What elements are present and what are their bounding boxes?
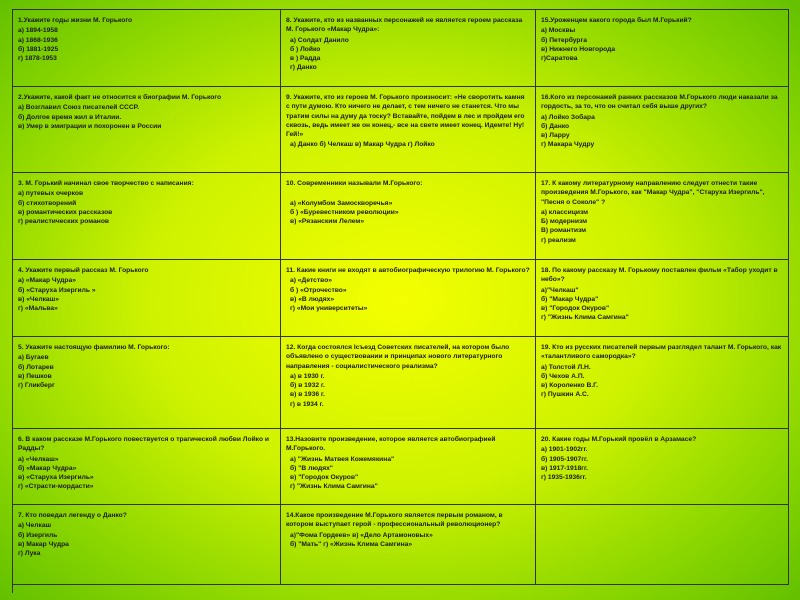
question-cell (536, 10, 789, 87)
answer-option: в) в 1936 г. (290, 391, 325, 399)
answer-option: в) Макар Чудра (18, 540, 69, 548)
answer-option: в) романтических рассказов (18, 208, 113, 216)
answer-option: б) «Макар Чудра» (18, 464, 77, 472)
question-cell (536, 337, 789, 429)
answer-option: в) Короленко В.Г. (541, 382, 598, 390)
answer-option: г) Макара Чудру (541, 141, 595, 149)
question-cell (13, 429, 281, 505)
answer-option: а) Солдат Данило (290, 36, 349, 44)
answer-option: а) Москвы (541, 27, 576, 35)
answer-option: г) Данко (290, 64, 317, 72)
question-text: 6. В каком рассказе М.Горького повествуется о трагической любви Лойко и Радды? (18, 436, 269, 453)
question-text: 11. Какие книги не входят в автобиографическую трилогию М. Горького? (286, 267, 530, 274)
answer-option: а) «Макар Чудра» (18, 277, 76, 285)
answer-option: б ) Лойко (290, 45, 321, 53)
answer-option: б) Петербурга (541, 36, 587, 44)
question-text: 8. Укажите, кто из названных персонажей не является героем рассказа М. Горького «Макар Чудра»: (286, 17, 523, 34)
question-cell (536, 429, 789, 505)
answer-option: г) в 1934 г. (290, 400, 324, 408)
answer-option: а) Бугаев (18, 354, 49, 362)
answer-option: б ) «Буревестником революции» (290, 208, 399, 216)
answer-option: б) Долгое время жил в Италии. (18, 113, 122, 121)
question-text: 9. Укажите, кто из героев М. Горького произносит: «Не своротить камня с пути думою. Кто ничего не делает, с тем ничего не станется. Что мы тратим силы на думу да тоску? Вставайте, пойдем в лес и пройдем его сквозь, ведь имеет же он конец,- все на свете имеет конец. Идемте! Ну! Гей!» (286, 94, 525, 139)
question-cell (13, 173, 281, 260)
answer-option: г) Гликберг (18, 382, 55, 390)
question-text: 19. Кто из русских писателей первым разглядел талант М. Горького, как «талантливого самородка»? (541, 344, 782, 361)
question-text: 13.Назовите произведение, которое является автобиографией М.Горького. (286, 436, 496, 453)
question-cell (13, 10, 281, 87)
answer-option: б) 1881-1925 (18, 45, 59, 53)
answer-option: в) «В людях» (290, 295, 335, 303)
answer-option: В) романтизм (541, 227, 587, 235)
question-cell (281, 260, 536, 337)
answer-option: б) стихотворений (18, 199, 77, 207)
answer-option: а) путевых очерков (18, 190, 84, 198)
question-cell (281, 87, 536, 173)
question-cell (536, 87, 789, 173)
answer-option: в ) Радда (290, 55, 321, 63)
answer-option: б) 1905-1907гг. (541, 455, 588, 463)
question-text: 17. К какому литературному направлению следует отнести такие произведения М.Горького, как "Макар Чудра", "Старуха Изергиль", "Песня о Соколе" ? (541, 180, 765, 206)
answer-option: б) Данко (541, 122, 570, 130)
answer-option: а) «Детство» (290, 277, 333, 285)
answer-option: б) "Макар Чудра" (541, 295, 599, 303)
answer-option: б ) «Отрочество» (290, 286, 347, 294)
answer-option: а) Толстой Л.Н. (541, 363, 591, 371)
question-text: 2.Укажите, какой факт не относится к биографии М. Горького (18, 94, 222, 101)
answer-option: г) «Мои университеты» (290, 305, 368, 313)
answer-option: г) реалистических романов (18, 218, 110, 226)
answer-option: а) классицизм (541, 208, 589, 216)
answer-option: Б) модернизм (541, 218, 588, 226)
question-cell (536, 173, 789, 260)
answer-option: б) в 1932 г. (290, 382, 325, 390)
answer-option: а) Данко б) Челкаш в) Макар Чудра г) Лойко (290, 141, 435, 149)
answer-option: г) Лука (18, 550, 41, 558)
question-cell (13, 87, 281, 173)
answer-option: а) 1901-1902гг. (541, 446, 588, 454)
answer-option: в) "Городок Окуров" (541, 305, 610, 313)
answer-option: г) "Жизнь Клима Самгина" (290, 483, 378, 491)
question-cell (281, 429, 536, 505)
answer-option: г) «Мальва» (18, 305, 58, 313)
answer-option: б) Лотарев (18, 363, 54, 371)
question-cell (13, 260, 281, 337)
question-text: 18. По какому рассказу М. Горькому поставлен фильм «Табор уходит в небо»? (541, 267, 778, 284)
question-text: 14.Какое произведение М.Горького является первым романом, в котором выступает герой - профессиональный революционер? (286, 512, 503, 529)
question-cell (13, 505, 281, 585)
answer-option: г) реализм (541, 236, 576, 244)
answer-option: б) Чехов А.П. (541, 372, 585, 380)
question-text: 15.Уроженцем какого города был М.Горький? (541, 17, 692, 24)
answer-option: а) в 1930 г. (290, 372, 325, 380)
question-text: 10. Современники называли М.Горького: (286, 180, 423, 187)
answer-option: а) 1868-1936 (18, 36, 58, 44)
answer-option: в) «Старуха Изергиль» (18, 474, 94, 482)
answer-option (286, 189, 530, 198)
answer-option: в) Умер в эмиграции и похоронен в России (18, 122, 162, 130)
answer-option: а) "Жизнь Матвея Кожемякина" (290, 455, 395, 463)
answer-option: а) Челкаш (18, 522, 52, 530)
question-cell (281, 505, 536, 585)
answer-option: а)"Челкаш" (541, 286, 579, 294)
question-text: 16.Кого из персонажей ранних рассказов М.Горького люди наказали за гордость, за то, что он считал себя выше других? (541, 94, 778, 111)
answer-option: а)"Фома Гордеев» в) «Дело Артамоновых» (290, 531, 433, 539)
answer-option: а) Возглавил Союз писателей СССР. (18, 104, 139, 112)
answer-option: в) Ларру (541, 132, 570, 140)
question-cell (13, 337, 281, 429)
question-text: 1.Укажите годы жизни М. Горького (18, 17, 133, 24)
answer-option: а) Лойко Зобара (541, 113, 595, 121)
question-cell (281, 10, 536, 87)
answer-option: а) 1894-1958 (18, 27, 58, 35)
answer-option: б) "Мать" г) «Жизнь Клима Самгина» (290, 540, 413, 548)
question-text: 20. Какие годы М.Горький провёл в Арзамасе? (541, 436, 697, 443)
answer-option: г) 1935-1936гг. (541, 474, 587, 482)
answer-option: в) «Челкаш» (18, 295, 59, 303)
answer-option: б) "В людях" (290, 464, 333, 472)
answer-option: в) Нижнего Новгорода (541, 45, 616, 53)
question-cell (536, 505, 789, 585)
question-text: 5. Укажите настоящую фамилию М. Горького: (18, 344, 170, 351)
answer-option: б) Изергиль (18, 531, 58, 539)
answer-option: г) Пушкин А.С. (541, 391, 589, 399)
answer-option: г) 1878-1953 (18, 55, 57, 63)
answer-option: г) «Страсти-мордасти» (18, 483, 94, 491)
question-text: 4. Укажите первый рассказ М. Горького (18, 267, 149, 274)
question-cell (281, 337, 536, 429)
answer-option: в) 1917-1918гг. (541, 464, 588, 472)
question-text: 7. Кто поведал легенду о Данко? (18, 512, 127, 519)
answer-option: а) «Челкаш» (18, 455, 59, 463)
answer-option: в) Пешков (18, 372, 52, 380)
answer-option: г) "Жизнь Клима Самгина" (541, 314, 629, 322)
answer-option: в) "Городок Окуров" (290, 474, 359, 482)
quiz-table (12, 9, 789, 593)
answer-option: а) «Колумбом Замоскворечья» (290, 199, 393, 207)
answer-option: г)Саратова (541, 55, 578, 63)
answer-option: б) «Старуха Изергиль » (18, 286, 96, 294)
question-text: 12. Когда состоялся Iсъезд Советских писателей, на котором было объявлено о существовании и принципах нового литературного направления - социалистического реализма? (286, 344, 510, 370)
question-cell (536, 260, 789, 337)
answer-option: в) «Рязанским Лелем» (290, 218, 365, 226)
question-text: 3. М. Горький начинал свое творчество с написания: (18, 180, 194, 187)
question-cell (281, 173, 536, 260)
